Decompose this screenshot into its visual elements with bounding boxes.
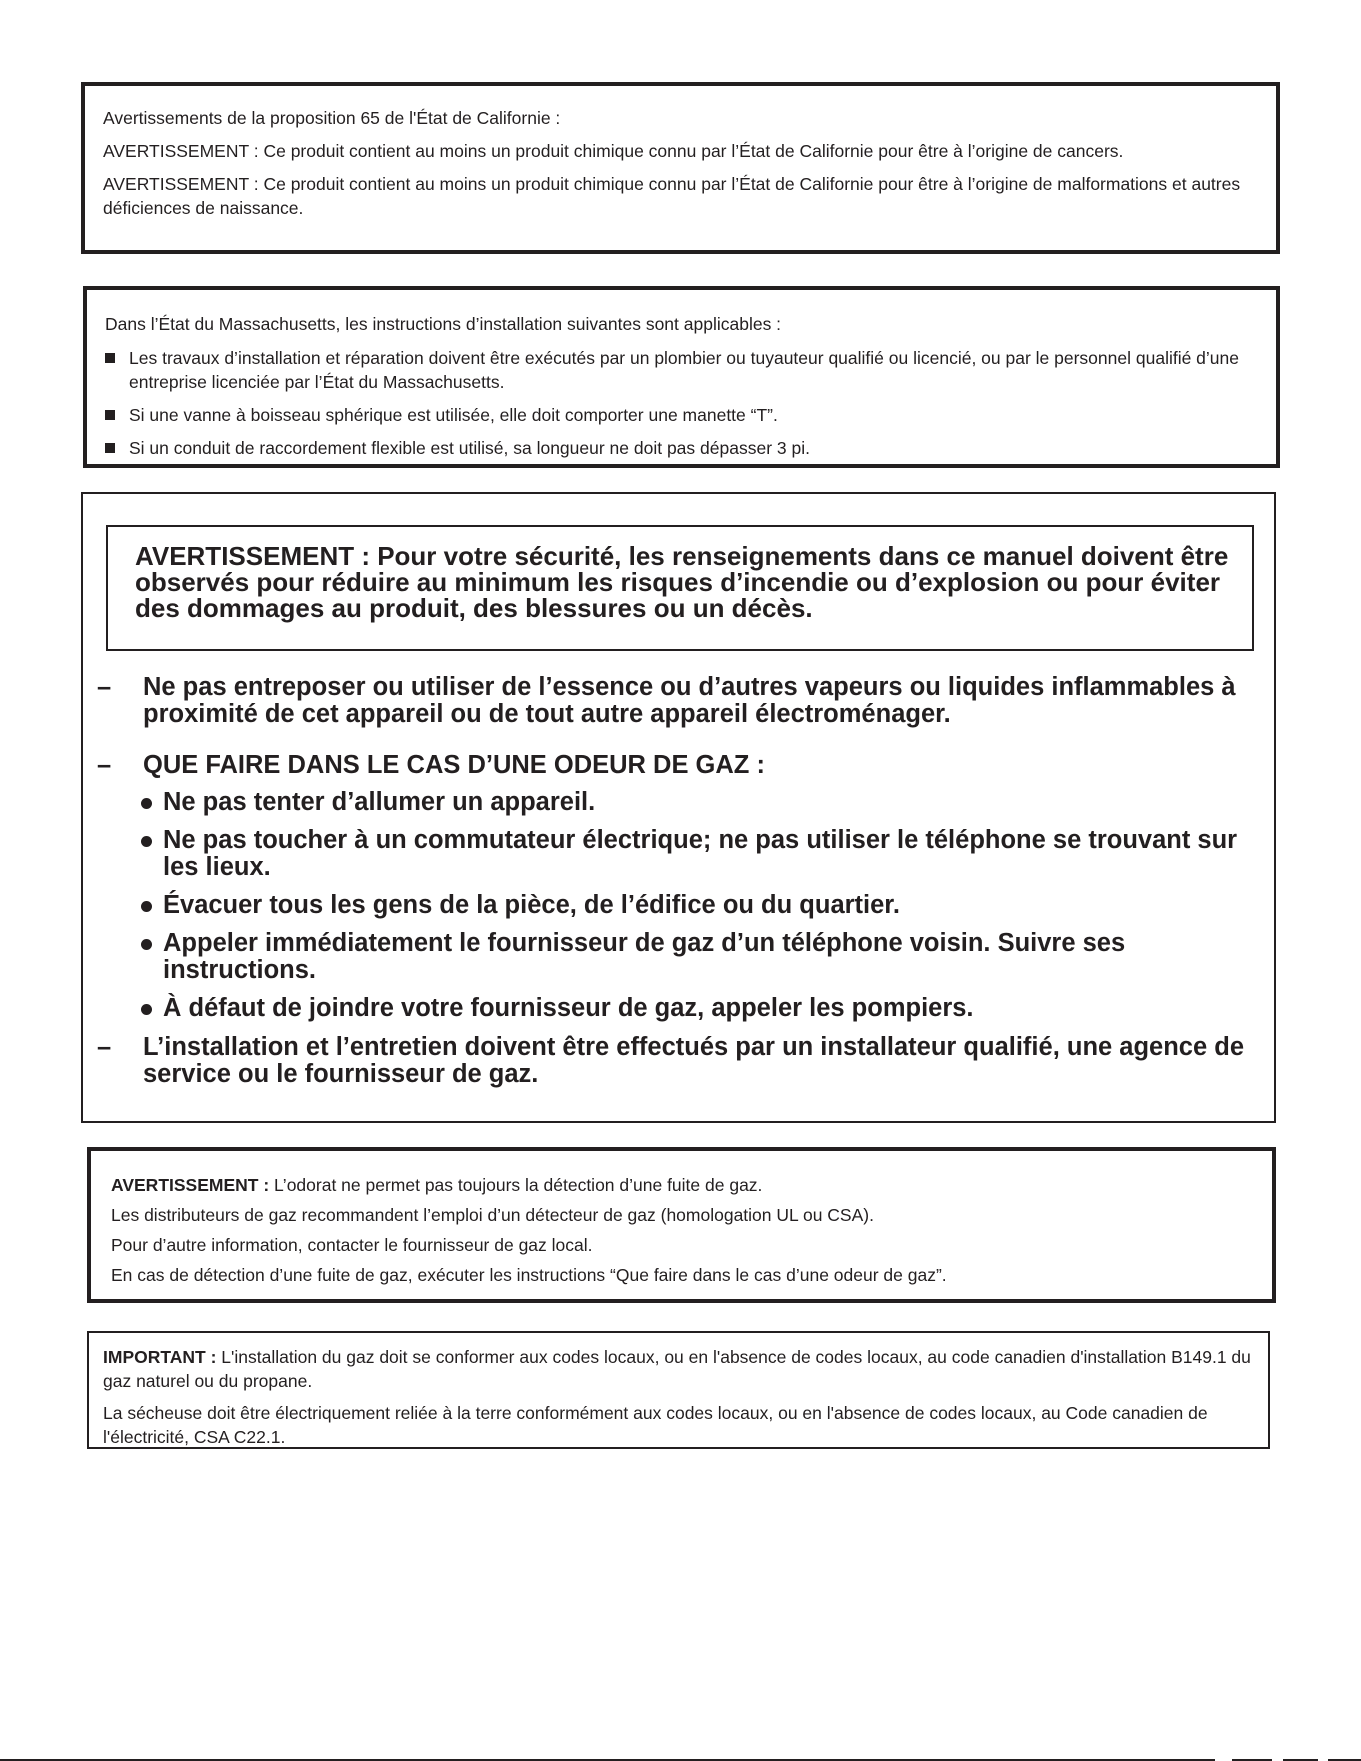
gas-supplier-info: Pour d’autre information, contacter le fournisseur de gaz local. xyxy=(111,1235,593,1255)
safety-instructions xyxy=(97,674,1257,1112)
gas-code-line: IMPORTANT : L'installation du gaz doit se conformer aux codes locaux, ou en l'absence de codes locaux, au code canadien d'installation B149.1 du gaz naturel ou du propane. xyxy=(103,1347,1251,1391)
massachusetts-intro: Dans l’État du Massachusetts, les instructions d’installation suivantes sont applicables : xyxy=(105,314,782,334)
round-bullet-icon xyxy=(141,836,152,847)
list-item xyxy=(97,1034,1257,1088)
storage-warning: Ne pas entreposer ou utiliser de l’essence ou d’autres vapeurs ou liquides inflammables à proximité de cet appareil ou de tout autre appareil électroménager. xyxy=(143,673,1236,728)
important-code-box xyxy=(87,1331,1270,1449)
list-item: Ne pas tenter d’allumer un appareil. xyxy=(143,789,1257,816)
square-bullet-icon xyxy=(105,410,115,420)
dash-bullet: – xyxy=(97,751,112,779)
important-label: IMPORTANT : xyxy=(103,1347,217,1367)
list-item: Appeler immédiatement le fournisseur de gaz d’un téléphone voisin. Suivre ses instructions. xyxy=(143,930,1257,984)
dash-bullet: – xyxy=(97,673,112,701)
list-item xyxy=(97,752,1257,1022)
gas-odor-heading: QUE FAIRE DANS LE CAS D’UNE ODEUR DE GAZ : xyxy=(143,751,765,779)
safety-headline-box xyxy=(106,525,1254,651)
safety-warning-box xyxy=(81,492,1276,1123)
dash-bullet: – xyxy=(97,1033,112,1061)
square-bullet-icon xyxy=(105,353,115,363)
gas-odor-steps xyxy=(143,789,1257,1022)
list-item: Si un conduit de raccordement flexible est utilisé, sa longueur ne doit pas dépasser 3 pi. xyxy=(105,436,1258,460)
prop65-birth-defect-warning: AVERTISSEMENT : Ce produit contient au moins un produit chimique connu par l’État de Californie pour être à l’origine de malformations et autres déficiences de naissance. xyxy=(103,174,1241,218)
square-bullet-icon xyxy=(105,443,115,453)
gas-leak-instructions: En cas de détection d’une fuite de gaz, exécuter les instructions “Que faire dans le cas d’une odeur de gaz”. xyxy=(111,1265,947,1285)
warning-label: AVERTISSEMENT : xyxy=(111,1175,270,1195)
list-item: Si une vanne à boisseau sphérique est utilisée, elle doit comporter une manette “T”. xyxy=(105,403,1258,427)
round-bullet-icon xyxy=(141,901,152,912)
list-item: Évacuer tous les gens de la pièce, de l’édifice ou du quartier. xyxy=(143,892,1257,919)
gas-detector-recommendation: Les distributeurs de gaz recommandent l’emploi d’un détecteur de gaz (homologation UL ou CSA). xyxy=(111,1205,874,1225)
list-item: Les travaux d’installation et réparation doivent être exécutés par un plombier ou tuyauteur qualifié ou licencié, ou par le personnel qualifié d’une entreprise licenciée par l’État du Massachusetts. xyxy=(105,346,1258,394)
prop65-warning-box xyxy=(81,82,1280,254)
list-item: À défaut de joindre votre fournisseur de gaz, appeler les pompiers. xyxy=(143,995,1257,1022)
round-bullet-icon xyxy=(141,798,152,809)
round-bullet-icon xyxy=(141,939,152,950)
round-bullet-icon xyxy=(141,1004,152,1015)
installation-warning: L’installation et l’entretien doivent être effectués par un installateur qualifié, une agence de service ou le fournisseur de gaz. xyxy=(143,1033,1245,1088)
gas-detection-warning-box xyxy=(87,1147,1276,1303)
massachusetts-list xyxy=(105,346,1258,460)
prop65-heading: Avertissements de la proposition 65 de l'État de Californie : xyxy=(103,108,561,128)
list-item xyxy=(97,674,1257,728)
gas-detection-line: AVERTISSEMENT : L’odorat ne permet pas toujours la détection d’une fuite de gaz. xyxy=(111,1175,763,1195)
massachusetts-instructions-box xyxy=(83,286,1280,468)
prop65-cancer-warning: AVERTISSEMENT : Ce produit contient au moins un produit chimique connu par l’État de Californie pour être à l’origine de cancers. xyxy=(103,141,1124,161)
list-item: Ne pas toucher à un commutateur électrique; ne pas utiliser le téléphone se trouvant sur les lieux. xyxy=(143,827,1257,881)
safety-headline: AVERTISSEMENT : Pour votre sécurité, les renseignements dans ce manuel doivent être observés pour réduire au minimum les risques d’incendie ou d’explosion ou pour éviter des dommages au produit, des blessures ou un décès. xyxy=(135,541,1229,623)
electrical-ground-line: La sécheuse doit être électriquement reliée à la terre conformément aux codes locaux, ou en l'absence de codes locaux, au Code canadien de l'électricité, CSA C22.1. xyxy=(103,1403,1208,1447)
